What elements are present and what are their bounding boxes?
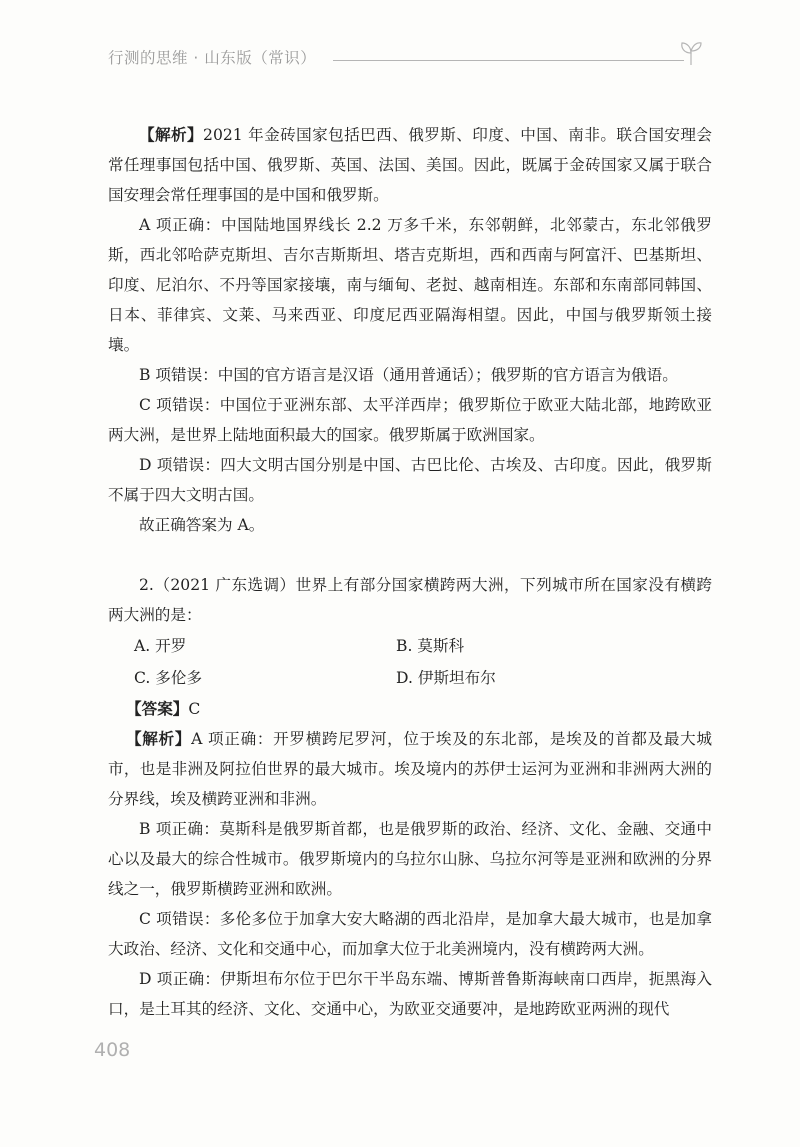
option-d: D. 伊斯坦布尔 — [396, 669, 496, 687]
option-b: B. 莫斯科 — [396, 637, 465, 655]
q2-analysis-b: B 项正确：莫斯科是俄罗斯首都，也是俄罗斯的政治、经济、文化、金融、交通中心以及最大的综合性城市。俄罗斯境内的乌拉尔山脉、乌拉尔河等是亚洲和欧洲的分界线之一，俄罗斯横跨亚洲和欧洲。 — [108, 820, 712, 898]
answer-value: C — [188, 700, 201, 718]
q2-analysis-d: D 项正确：伊斯坦布尔位于巴尔干半岛东端、博斯普鲁斯海峡南口西岸，扼黑海入口，是土耳其的经济、文化、交通中心，为欧亚交通要冲，是地跨欧亚两洲的现代 — [108, 970, 712, 1018]
running-header-title: 行测的思维 · 山东版（常识） — [108, 49, 317, 67]
page-number: 408 — [94, 1039, 131, 1061]
page-content — [108, 120, 712, 1024]
q2-analysis-label: 【解析】 — [126, 729, 192, 748]
sprout-icon — [678, 40, 704, 66]
running-header — [108, 44, 704, 72]
question-stem: 2.（2021 广东选调）世界上有部分国家横跨两大洲，下列城市所在国家没有横跨两大洲的是： — [108, 576, 712, 624]
section-spacer — [108, 540, 712, 570]
conclusion-paragraph: 故正确答案为 A。 — [139, 516, 265, 534]
analysis-paragraph — [108, 120, 712, 210]
option-a: A. 开罗 — [134, 637, 187, 655]
answer-line — [108, 694, 712, 724]
option-c: C. 多伦多 — [134, 669, 203, 687]
answer-label: 【答案】 — [126, 699, 189, 718]
item-a-paragraph: A 项正确：中国陆地国界线长 2.2 万多千米，东邻朝鲜，北邻蒙古，东北邻俄罗斯，西北邻哈萨克斯坦、吉尔吉斯斯坦、塔吉克斯坦，西和西南与阿富汗、巴基斯坦、印度、尼泊尔、不丹等国家接壤，南与缅甸、老挝、越南相连。东部和东南部同韩国、日本、菲律宾、文莱、马来西亚、印度尼西亚隔海相望。因此，中国与俄罗斯领土接壤。 — [108, 216, 712, 354]
item-c-paragraph: C 项错误：中国位于亚洲东部、太平洋西岸；俄罗斯位于欧亚大陆北部，地跨欧亚两大洲，是世界上陆地面积最大的国家。俄罗斯属于欧洲国家。 — [108, 396, 712, 444]
q2-analysis-a — [108, 724, 712, 814]
options-grid — [108, 630, 712, 694]
item-b-paragraph: B 项错误：中国的官方语言是汉语（通用普通话）；俄罗斯的官方语言为俄语。 — [139, 366, 678, 384]
q2-analysis-a-text: A 项正确：开罗横跨尼罗河，位于埃及的东北部，是埃及的首都及最大城市，也是非洲及阿拉伯世界的最大城市。埃及境内的苏伊士运河为亚洲和非洲两大洲的分界线，埃及横跨亚洲和非洲。 — [108, 730, 712, 808]
analysis-label: 【解析】 — [139, 125, 204, 144]
analysis-text: 2021 年金砖国家包括巴西、俄罗斯、印度、中国、南非。联合国安理会常任理事国包括中国、俄罗斯、英国、法国、美国。因此，既属于金砖国家又属于联合国安理会常任理事国的是中国和俄罗斯。 — [108, 126, 712, 204]
header-rule — [333, 60, 684, 61]
q2-analysis-c: C 项错误：多伦多位于加拿大安大略湖的西北沿岸，是加拿大最大城市，也是加拿大政治、经济、文化和交通中心，而加拿大位于北美洲境内，没有横跨两大洲。 — [108, 910, 712, 958]
item-d-paragraph: D 项错误：四大文明古国分别是中国、古巴比伦、古埃及、古印度。因此，俄罗斯不属于四大文明古国。 — [108, 456, 712, 504]
